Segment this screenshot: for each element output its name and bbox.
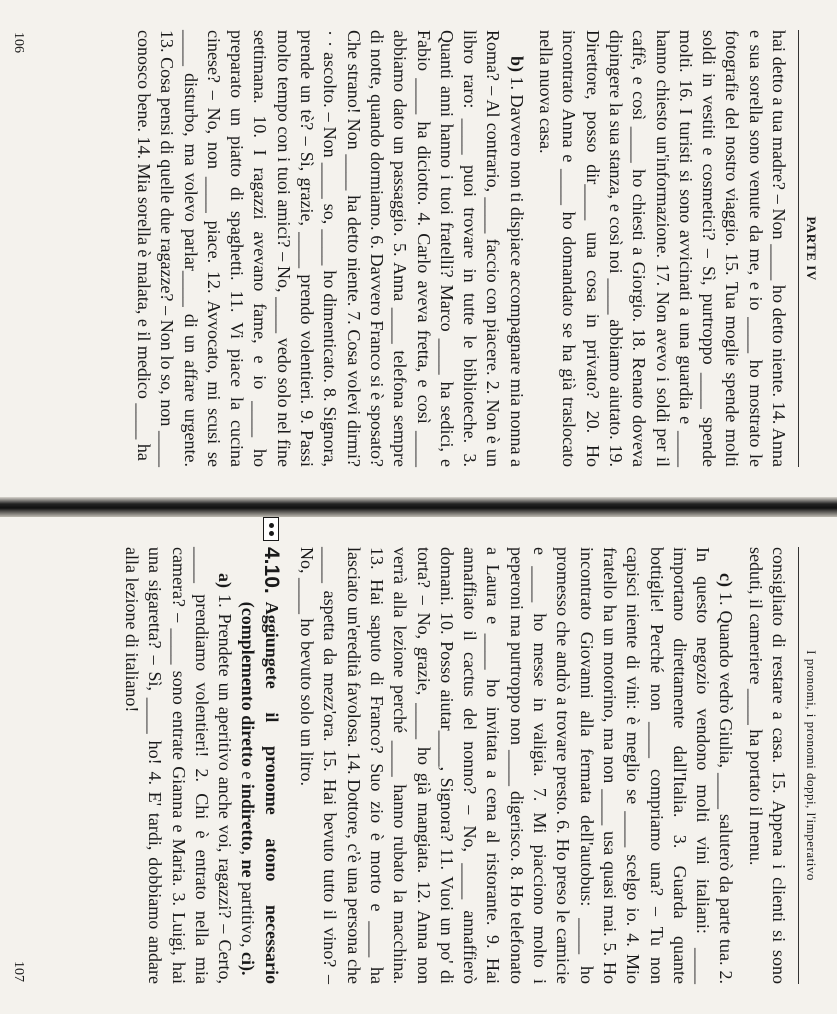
section-a <box>120 547 236 984</box>
exercise-4-10-header <box>236 547 283 984</box>
running-head-right: I pronomi, i pronomi doppi, l'imperativo <box>804 650 819 881</box>
header-rule-right <box>798 547 799 984</box>
section-a-label: a) <box>215 573 236 588</box>
exercise-title-mid: e <box>238 766 259 784</box>
section-b <box>132 30 528 467</box>
book-gutter <box>0 497 837 517</box>
exercise-number: 4.10. <box>259 547 283 594</box>
section-b-text: 1. Davvero non ti dispiace accompagnare mia nonna a Roma? – Al contrario, ____ faccio con piacere. 2. Non è un libro raro: ____ puoi trovare in tutte le biblioteche. 3. Quanti anni hanno i tuoi fratelli? Marco ____ ha sedici, e Fabio ____ ha diciotto. 4. Carlo aveva fretta, e così ____ abbiamo dato un passaggio. 5. Anna ____ telefona sempre di notte, quando dormiamo. 6. Davvero Franco si è sposato? Che strano! Non ____ ha detto niente. 7. Cosa volevi dirmi? · · ascolto. – Non ____ so, ____ ho dimenticato. 8. Signora, prende un tè? – Sì, grazie, ____ prendo volentieri. 9. Passi molto tempo con i tuoi amici? – No, ____ vedo solo nel fine settimana. 10. I ragazzi avevano fame, e io ____ ho preparato un piatto di spaghetti. 11. Vi piace la cucina cinese? – No, non ____ piace. 12. Avvocato, mi scusi se ____ disturbo, ma volevo parlar____ di un affare urgente. 13. Cosa pensi di quelle due ragazze? – Non lo so, non ____ conosco bene. 14. Mia sorella è malata, e il medico ____ ha <box>133 30 527 467</box>
exercise-title-bold2: indiretto <box>238 783 259 851</box>
exercise-title-end: partitivo, <box>238 877 259 953</box>
header-rule-left <box>798 30 799 467</box>
exercise-title-mid2: , <box>238 850 259 860</box>
right-page-body <box>120 547 790 984</box>
left-page <box>0 0 837 497</box>
exercise-title-bold4: ci <box>238 952 259 966</box>
exercise-badge <box>259 517 282 594</box>
paragraph-continuation-left: hai detto a tua madre? – Non ____ ho detto niente. 14. Anna e sua sorella sono venute da me, e io ____ ho mostrato le fotografie del nostro viaggio. 15. Tua moglie spende molti soldi in vestiti e cosmetici? – Sì, purtroppo ____ spende molti. 16. I turisti si sono avvicinati a una guardia e ____ hanno chiesto un'informazione. 17. Non avevo i soldi per il caffè, e così ____ ho chiesti a Giorgio. 18. Renato doveva dipingere la sua stanza, e così noi ____ abbiamo aiutato. 19. Direttore, posso dir____ una cosa in privato? 20. Ho incontrato Anna e ____ ho domandato se ha già traslocato nella nuova casa. <box>536 30 789 467</box>
paragraph-continuation-right: consigliato di restare a casa. 15. Appena i clienti si sono seduti, il cameriere ____ ha portato il menu. <box>745 547 789 984</box>
exercise-title-bold: complemento diretto <box>238 607 259 767</box>
exercise-title <box>236 602 283 984</box>
running-head-left: PARTE IV <box>804 216 819 281</box>
section-c <box>295 547 738 984</box>
page-number-right: 107 <box>11 961 26 982</box>
section-b-label: b) <box>506 56 527 73</box>
left-page-body <box>132 30 790 467</box>
page-number-left: 106 <box>11 32 26 53</box>
exercise-title-bold3: ne <box>238 859 259 878</box>
section-a-text: 1. Prendete un aperitivo anche voi, ragazzi? – Certo, ____ prendiamo volentieri! 2. Chi è entrato nella mia camera? – ____ sono entrate Gianna e Maria. 3. Luigi, hai una sigaretta? – Sì, ____ ho! 4. E' tardi, dobbiamo andare alla lezione di italiano! <box>121 547 236 984</box>
exercise-title-close: ). <box>238 965 259 976</box>
exercise-title-start: Aggiungete il pronome atono necessario ( <box>238 601 282 984</box>
section-c-label: c) <box>716 573 737 587</box>
section-c-text: 1. Quando vedrò Giulia, ____ saluterò da parte tua. 2. In questo negozio vendono molti vini italiani: ____ importano direttamente dall'Italia. 3. Guarda quante bottiglie! Perché non ____ compriamo una? – Tu non capisci niente di vini: è meglio se ____ scelgo io. 4. Mio fratello ha un motorino, ma non ____ usa quasi mai. 5. Ho incontrato Giovanni alla fermata dell'autobus: ____ ho promesso che andrò a trovare presto. 6. Ho preso le camicie e ____ ho messe in valigia. 7. Mi piacciono molto i peperoni ma purtroppo non ____ digerisco. 8. Ho telefonato a Laura e ____ ho invitata a cena al ristorante. 9. Hai annaffiato il cactus del nonno? – No, ____ annaffierò domani. 10. Posso aiutar____, Signora? 11. Vuoi un po' di torta? – No, grazie, ____ ho già mangiata. 12. Anna non verrà alla lezione perché ____ hanno rubato la macchina. 13. Hai saputo di Franco? Suo zio è morto e ____ ha lasciato un'eredità favolosa. 14. Dottore, c'è una persona che ____ aspetta da mezz'ora. 15. Hai bevuto tutto il vino? – No, ____ ho bevuto solo un litro. <box>297 547 737 984</box>
audio-cd-icon <box>263 517 279 541</box>
right-page <box>0 517 837 1014</box>
